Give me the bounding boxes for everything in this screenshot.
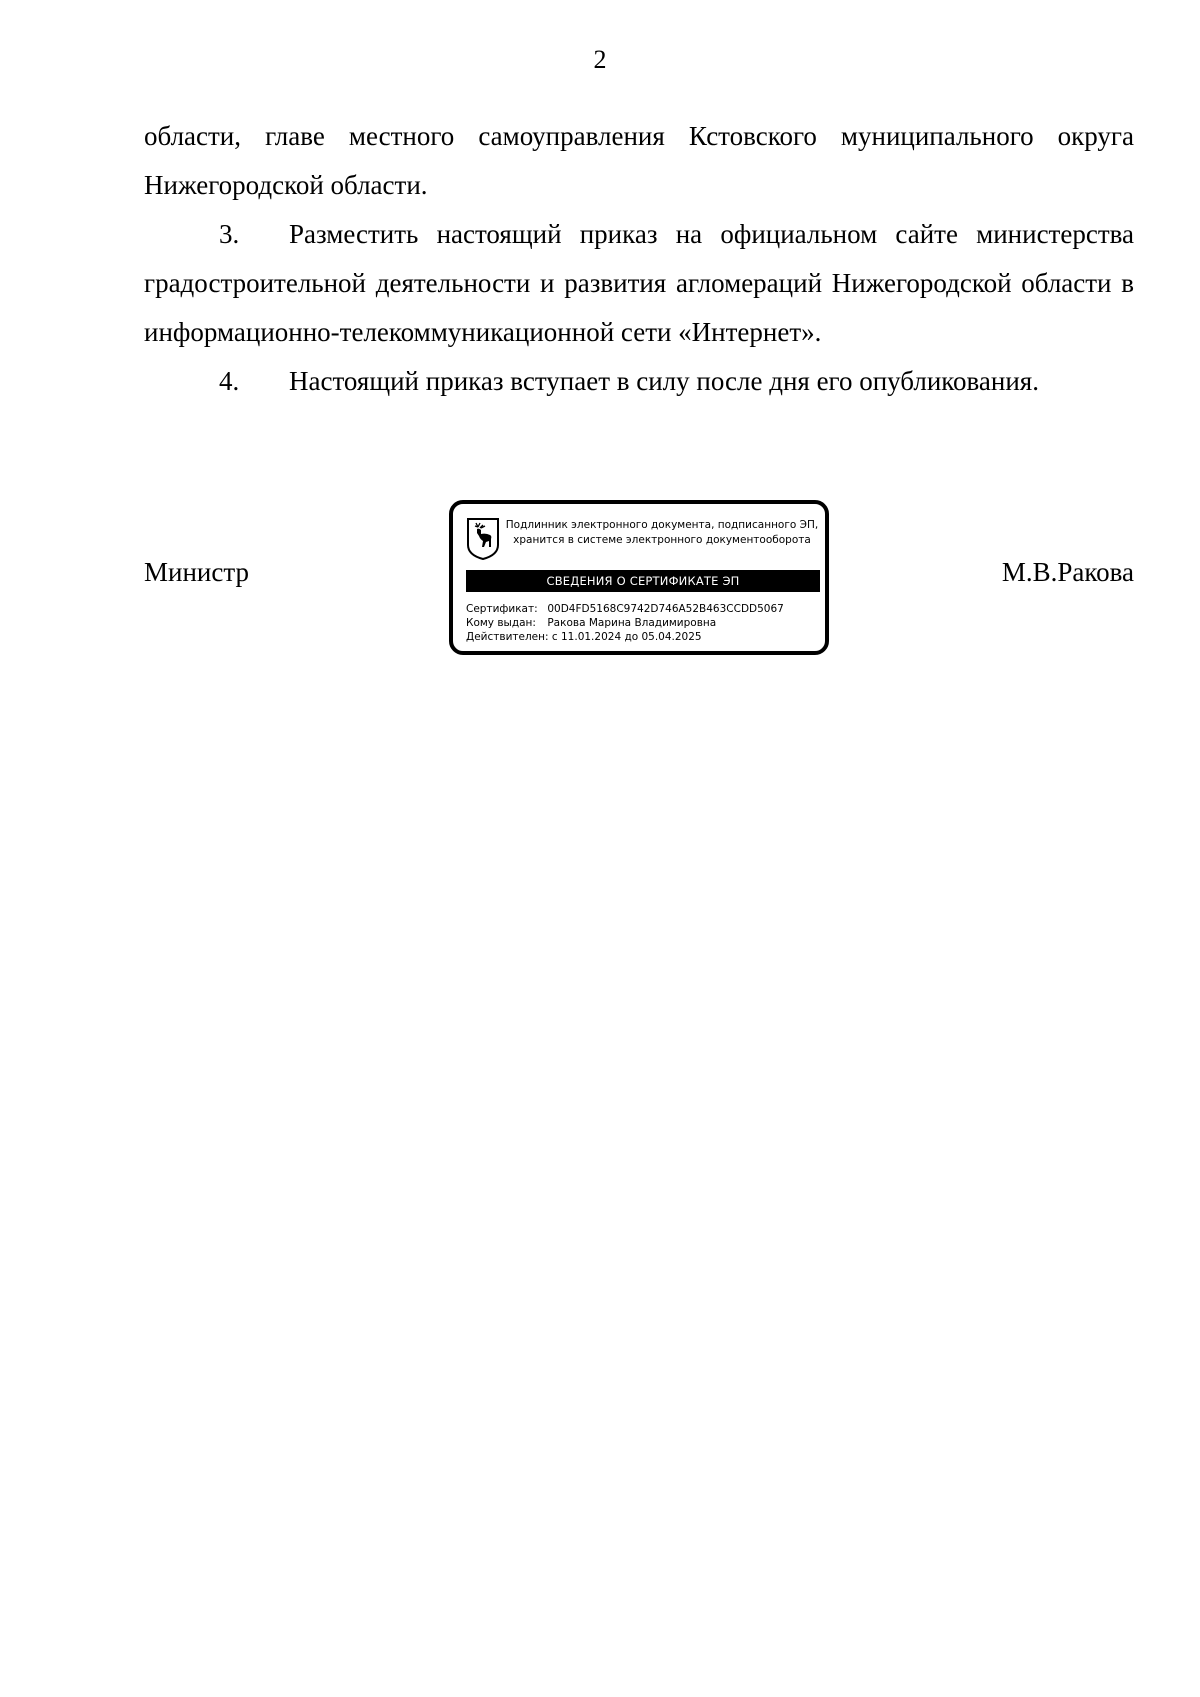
- coat-of-arms-icon: [466, 517, 500, 561]
- certificate-label: Сертификат:: [466, 603, 538, 615]
- paragraph-continuation: [144, 112, 1134, 210]
- signer-name: М.В.Ракова: [1001, 557, 1134, 587]
- paragraph-text: Разместить настоящий приказ на официальном сайте министерства градостроительной деятельности и развития агломераций Нижегородской области в информационно-телекоммуникационной сети «Интернет».: [144, 219, 1134, 347]
- stamp-header-line: хранится в системе электронного документооборота: [513, 534, 811, 546]
- validity-label: Действителен:: [466, 631, 549, 643]
- document-body: [144, 112, 1134, 406]
- issued-to-value: Ракова Марина Владимировна: [547, 617, 717, 629]
- electronic-signature-stamp: [449, 500, 829, 655]
- certificate-details: [466, 602, 820, 644]
- validity-value: с 11.01.2024 до 05.04.2025: [551, 631, 702, 643]
- issued-to-row: [466, 616, 820, 630]
- item-number: 4.: [219, 366, 240, 396]
- certificate-info-title: СВЕДЕНИЯ О СЕРТИФИКАТЕ ЭП: [466, 570, 820, 592]
- signer-position: Министр: [144, 557, 249, 587]
- paragraph-text: Настоящий приказ вступает в силу после дня его опубликования.: [289, 366, 1039, 396]
- certificate-row: [466, 602, 820, 616]
- page-number: 2: [593, 45, 607, 74]
- certificate-value: 00D4FD5168C9742D746A52B463CCDD5067: [547, 603, 784, 615]
- validity-row: [466, 630, 820, 644]
- stamp-header: [503, 518, 821, 548]
- paragraph-item-3: [144, 210, 1134, 357]
- issued-to-label: Кому выдан:: [466, 617, 536, 629]
- paragraph-text: области, главе местного самоуправления Кстовского муниципального округа Нижегородской области.: [144, 121, 1134, 200]
- paragraph-item-4: [144, 357, 1134, 406]
- item-number: 3.: [219, 219, 240, 249]
- stamp-header-line: Подлинник электронного документа, подписанного ЭП,: [505, 519, 819, 531]
